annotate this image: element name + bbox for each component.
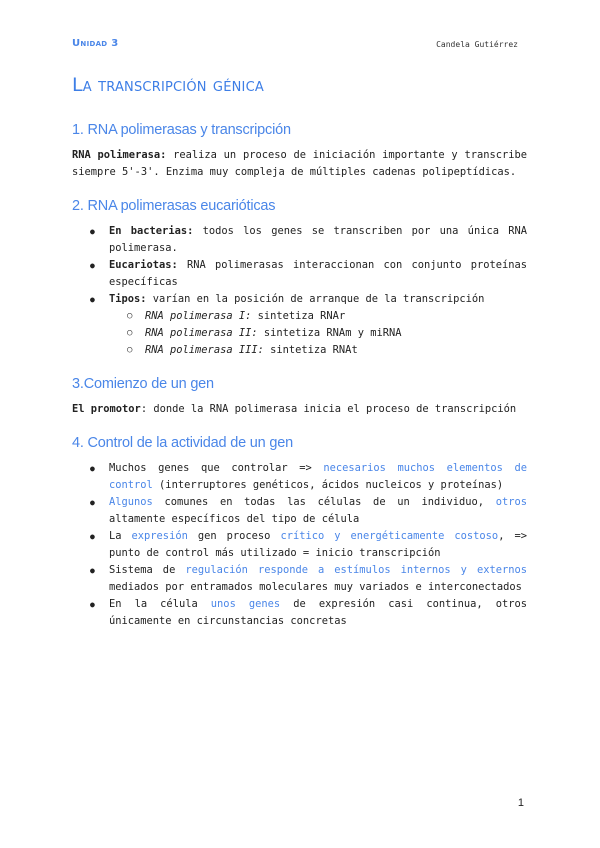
document-body	[72, 120, 527, 630]
text: comunes en todas las células de un individuo,	[152, 496, 496, 508]
term: RNA polimerasa:	[72, 149, 167, 161]
text: La	[109, 530, 132, 542]
list-item	[109, 223, 527, 257]
term: RNA polimerasa III:	[145, 344, 264, 356]
term: El promotor	[72, 403, 141, 415]
text: En la célula	[109, 598, 211, 610]
text: sintetiza RNAt	[263, 344, 358, 356]
list-item	[109, 291, 527, 359]
text: gen proceso	[187, 530, 281, 542]
list-item	[109, 528, 527, 562]
text: de expresión casi continua, otros únicamente en circunstancias concretas	[109, 598, 527, 627]
highlight: regulación responde a estímulos internos y externos	[185, 564, 527, 576]
highlight: otros	[495, 496, 527, 508]
text: Muchos genes que controlar =>	[109, 462, 324, 474]
header-unit: Unidad 3	[72, 38, 119, 49]
sublist	[109, 308, 527, 359]
term: En bacterias:	[109, 225, 194, 237]
text: todos los genes se transcriben por una única RNA polimerasa.	[109, 225, 527, 254]
list-item	[109, 257, 527, 291]
text: realiza un proceso de iniciación importante y transcribe siempre 5'-3'. Enzima muy compleja de múltiples cadenas polipeptídicas.	[72, 149, 528, 178]
list-item	[109, 460, 527, 494]
sublist-item	[145, 342, 527, 359]
text: : donde la RNA polimerasa inicia el proceso de transcripción	[140, 403, 517, 415]
section-4-heading: 4. Control de la actividad de un gen	[72, 435, 293, 451]
header-author: Candela Gutiérrez	[436, 40, 518, 49]
text: RNA polimerasas interaccionan con conjunto proteínas específicas	[109, 259, 527, 288]
highlight: expresión	[131, 530, 188, 542]
section-1-paragraph	[72, 147, 527, 181]
highlight: unos genes	[210, 598, 281, 610]
text: Sistema de	[109, 564, 186, 576]
highlight: crítico y energéticamente costoso	[280, 530, 499, 542]
text: (interruptores genéticos, ácidos nucleicos y proteínas)	[152, 479, 504, 491]
list-item	[109, 562, 527, 596]
document-title: La transcripción génica	[72, 74, 264, 96]
section-3-heading: 3.Comienzo de un gen	[72, 376, 214, 392]
list-item	[109, 494, 527, 528]
section-2-list	[72, 223, 527, 359]
list-item	[109, 596, 527, 630]
term: RNA polimerasa II:	[145, 327, 258, 339]
term: RNA polimerasa I:	[145, 310, 252, 322]
term: Tipos:	[109, 293, 147, 305]
section-4-list	[72, 460, 527, 630]
highlight: necesarios muchos elementos de control	[109, 462, 528, 491]
section-2-heading: 2. RNA polimerasas eucarióticas	[72, 198, 276, 214]
text: varían en la posición de arranque de la transcripción	[146, 293, 485, 305]
highlight: Algunos	[109, 496, 153, 508]
text: sintetiza RNAr	[251, 310, 346, 322]
text: altamente específicos del tipo de célula	[109, 513, 360, 525]
section-3-paragraph	[72, 401, 527, 418]
text: sintetiza RNAm y miRNA	[257, 327, 402, 339]
page-number: 1	[517, 797, 524, 809]
sublist-item	[145, 308, 527, 325]
term: Eucariotas:	[109, 259, 178, 271]
text: , => punto de control más utilizado = inicio transcripción	[109, 530, 527, 559]
sublist-item	[145, 325, 527, 342]
section-1-heading: 1. RNA polimerasas y transcripción	[72, 122, 291, 138]
text: mediados por entramados moleculares muy variados e interconectados	[109, 581, 522, 593]
